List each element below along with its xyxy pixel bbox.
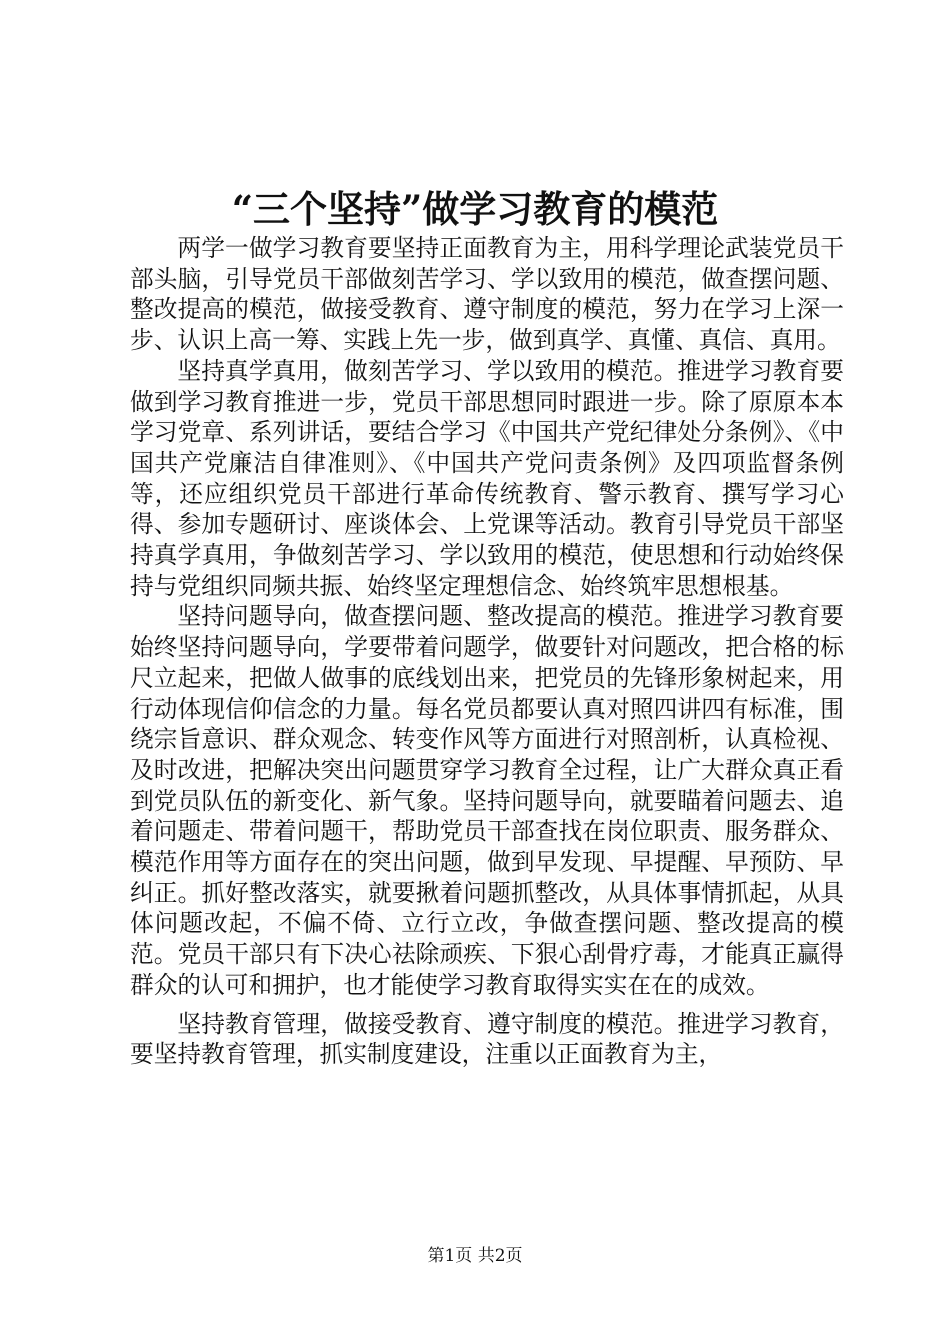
document-title: “三个坚持”做学习教育的模范 (231, 187, 719, 231)
paragraph-true-study: 坚持真学真用，做刻苦学习、学以致用的模范。推进学习教育要做到学习教育推进一步，党员干部思想同时跟进一步。除了原原本本学习党章、系列讲话，要结合学习《中国共产党纪律处分条例》、《中国共产党廉洁自律准则》、《中国共产党问责条例》及四项监督条例等，还应组织党员干部进行革命传统教育、警示教育、撰写学习心得、参加专题研讨、座谈体会、上党课等活动。教育引导党员干部坚持真学真用，争做刻苦学习、学以致用的模范，使思想和行动始终保持与党组织同频共振、始终坚定理想信念、始终筑牢思想根基。 (130, 356, 844, 600)
document-body (130, 233, 844, 1070)
page-number-footer: 第1页 共2页 (427, 1246, 523, 1266)
paragraph-education-management: 坚持教育管理，做接受教育、遵守制度的模范。推进学习教育，要坚持教育管理，抓实制度建设，注重以正面教育为主， (130, 1009, 844, 1069)
paragraph-intro: 两学一做学习教育要坚持正面教育为主，用科学理论武装党员干部头脑，引导党员干部做刻苦学习、学以致用的模范，做查摆问题、整改提高的模范，做接受教育、遵守制度的模范，努力在学习上深一步、认识上高一筹、实践上先一步，做到真学、真懂、真信、真用。 (130, 234, 844, 355)
paragraph-problem-orientation: 坚持问题导向，做查摆问题、整改提高的模范。推进学习教育要始终坚持问题导向，学要带着问题学，做要针对问题改，把合格的标尺立起来，把做人做事的底线划出来，把党员的先锋形象树起来，用行动体现信仰信念的力量。每名党员都要认真对照四讲四有标准，围绕宗旨意识、群众观念、转变作风等方面进行对照剖析，认真检视、及时改进，把解决突出问题贯穿学习教育全过程，让广大群众真正看到党员队伍的新变化、新气象。坚持问题导向，就要瞄着问题去、追着问题走、带着问题干，帮助党员干部查找在岗位职责、服务群众、模范作用等方面存在的突出问题，做到早发现、早提醒、早预防、早纠正。抓好整改落实，就要揪着问题抓整改，从具体事情抓起，从具体问题改起，不偏不倚、立行立改，争做查摆问题、整改提高的模范。党员干部只有下决心祛除顽疾、下狠心刮骨疗毒，才能真正赢得群众的认可和拥护，也才能使学习教育取得实实在在的成效。 (130, 602, 844, 999)
